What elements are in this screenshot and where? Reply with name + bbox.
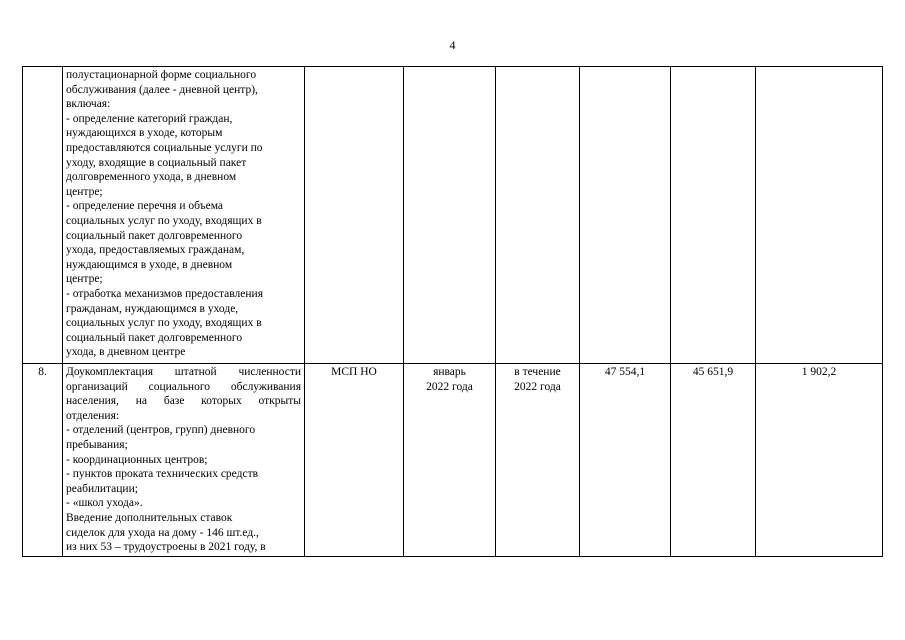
description-line: гражданам, нуждающимся в уходе, [66,302,239,315]
description-line: социальных услуг по уходу, входящих в [66,214,262,227]
row-number: 8. [23,364,63,557]
start-year: 2022 года [426,380,473,393]
row-description [63,67,305,364]
table-row [23,67,883,364]
row-start-date [404,67,496,364]
description-line: социальный пакет долговременного [66,331,243,344]
description-line: - отделений (центров, групп) дневного [66,424,256,437]
description-line: пребывания; [66,438,128,451]
row-end-date [496,67,580,364]
description-line: - координационных центров; [66,453,208,466]
description-line: обслуживания (далее - дневной центр), [66,83,258,96]
row-number [23,67,63,364]
description-line: Доукомплектация штатной численности [66,366,301,378]
description-line: ухода, в дневном центре [66,346,186,359]
description-line: Введение дополнительных ставок [66,511,233,524]
row-total-amount: 47 554,1 [580,364,671,557]
row-start-date [404,364,496,557]
description-line: центре; [66,185,103,198]
description-line: предоставляются социальные услуги по [66,141,263,154]
description-line: населения, на базе которых открыты [66,395,301,408]
description-line: социальный пакет долговременного [66,229,243,242]
description-line: - определение категорий граждан, [66,112,233,125]
row-end-date [496,364,580,557]
description-line: включая: [66,98,111,111]
description-line: - «школ ухода». [66,497,143,510]
end-period: в течение [514,366,561,378]
description-line: организаций социального обслуживания [66,380,301,393]
description-line: уходу, входящие в социальный пакет [66,156,247,169]
description-line: центре; [66,273,103,286]
end-year: 2022 года [514,380,561,393]
row-federal-amount: 45 651,9 [671,364,756,557]
description-line: сиделок для ухода на дому - 146 шт.ед., [66,526,259,539]
table-row [23,364,883,557]
row-executor: МСП НО [305,364,404,557]
description-line: - отработка механизмов предоставления [66,287,263,300]
row-description [63,364,305,557]
page-number: 4 [449,38,456,52]
row-regional-amount [756,67,883,364]
description-line: отделения: [66,409,120,422]
row-executor [305,67,404,364]
description-line: долговременного ухода, в дневном [66,171,237,184]
description-line: - пунктов проката технических средств [66,468,259,481]
start-month: январь [433,366,466,378]
row-regional-amount: 1 902,2 [756,364,883,557]
description-line: из них 53 – трудоустроены в 2021 году, в [66,541,266,554]
description-line: нуждающимся в уходе, в дневном [66,258,233,271]
description-line: полустационарной форме социального [66,69,257,81]
description-line: ухода, предоставляемых гражданам, [66,244,245,257]
plan-table [22,66,883,557]
row-total-amount [580,67,671,364]
description-line: - определение перечня и объема [66,200,224,213]
description-line: реабилитации; [66,482,138,495]
description-line: нуждающихся в уходе, которым [66,127,223,140]
description-line: социальных услуг по уходу, входящих в [66,317,262,330]
row-federal-amount [671,67,756,364]
